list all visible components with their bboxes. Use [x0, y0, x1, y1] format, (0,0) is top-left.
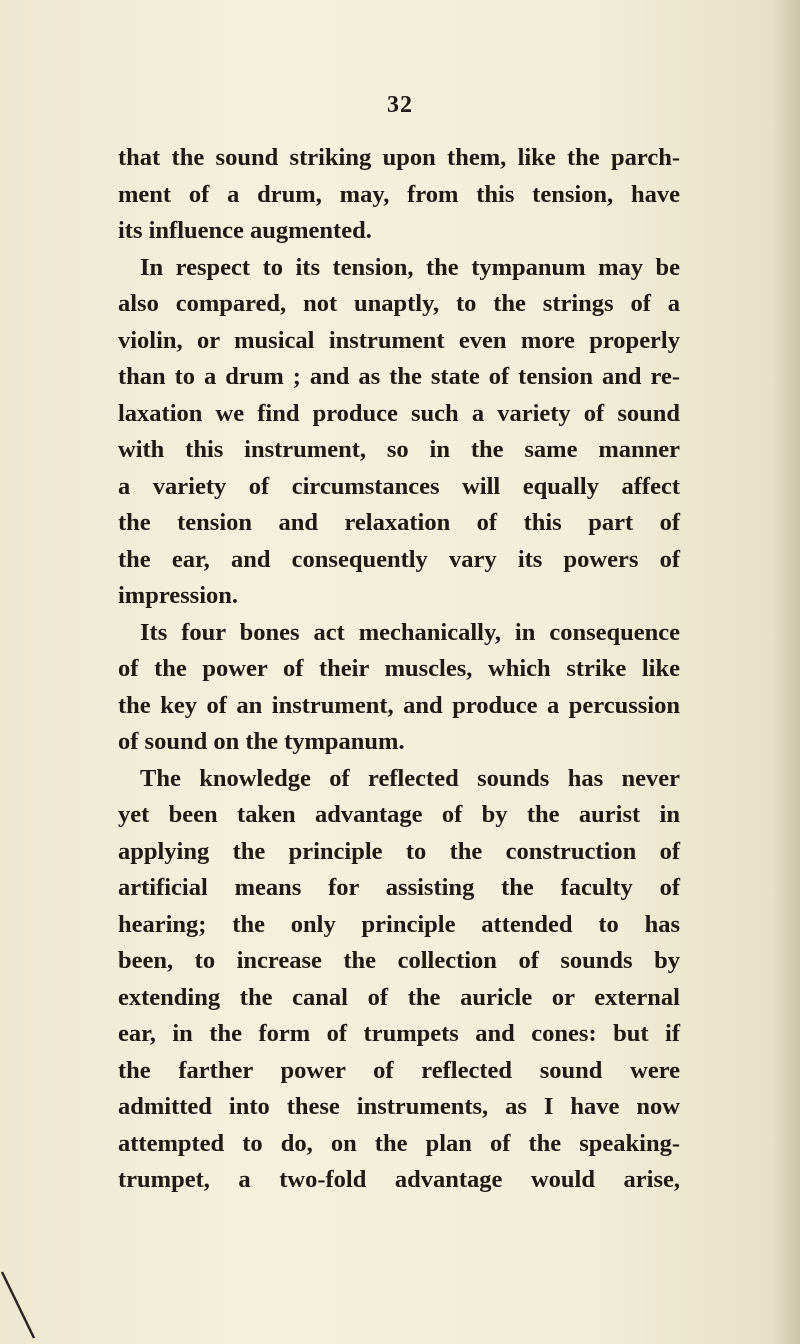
text-line: violin, or musical instrument even more properly: [118, 326, 680, 354]
text-line: trumpet, a two-fold advantage would arise,: [118, 1166, 680, 1193]
text-line: ment of a drum, may, from this tension, have: [118, 180, 680, 208]
page-edge-shadow: [772, 0, 800, 1344]
text-line: admitted into these instruments, as I have now: [118, 1093, 680, 1120]
text-line: hearing; the only principle attended to has: [118, 910, 680, 938]
paragraph-start-line: In respect to its tension, the tympanum may be: [140, 253, 680, 281]
text-line: with this instrument, so in the same manner: [118, 436, 680, 463]
text-line: yet been taken advantage of by the aurist in: [118, 801, 680, 828]
page-number: 32: [387, 92, 413, 118]
text-line: a variety of circumstances will equally affect: [118, 472, 680, 500]
paragraph-start-line: The knowledge of reflected sounds has never: [140, 764, 680, 792]
text-line: of sound on the tympanum.: [118, 728, 405, 755]
text-line: also compared, not unaptly, to the strings of a: [118, 290, 680, 317]
text-line: the ear, and consequently vary its powers of: [118, 545, 680, 573]
text-line: laxation we find produce such a variety of sound: [118, 399, 680, 427]
text-line: artificial means for assisting the faculty of: [118, 874, 680, 901]
paragraph-start-line: Its four bones act mechanically, in consequence: [140, 618, 680, 646]
text-line: extending the canal of the auricle or external: [118, 983, 680, 1011]
text-line: than to a drum ; and as the state of tension and re-: [118, 363, 680, 390]
text-line: impression.: [118, 582, 239, 609]
text-line: attempted to do, on the plan of the speaking-: [118, 1129, 680, 1157]
text-line: the key of an instrument, and produce a percussion: [118, 691, 680, 719]
text-line: that the sound striking upon them, like the parch-: [118, 144, 680, 171]
text-line: the farther power of reflected sound were: [118, 1056, 680, 1084]
text-line: applying the principle to the construction of: [118, 837, 680, 865]
body-text: [118, 140, 680, 1199]
text-line: the tension and relaxation of this part of: [118, 509, 680, 536]
text-line: been, to increase the collection of sounds by: [118, 947, 680, 974]
text-line: its influence augmented.: [118, 217, 372, 244]
text-line: of the power of their muscles, which strike like: [118, 655, 680, 682]
corner-pencil-mark: [0, 1270, 44, 1340]
text-line: ear, in the form of trumpets and cones: but if: [118, 1020, 680, 1047]
